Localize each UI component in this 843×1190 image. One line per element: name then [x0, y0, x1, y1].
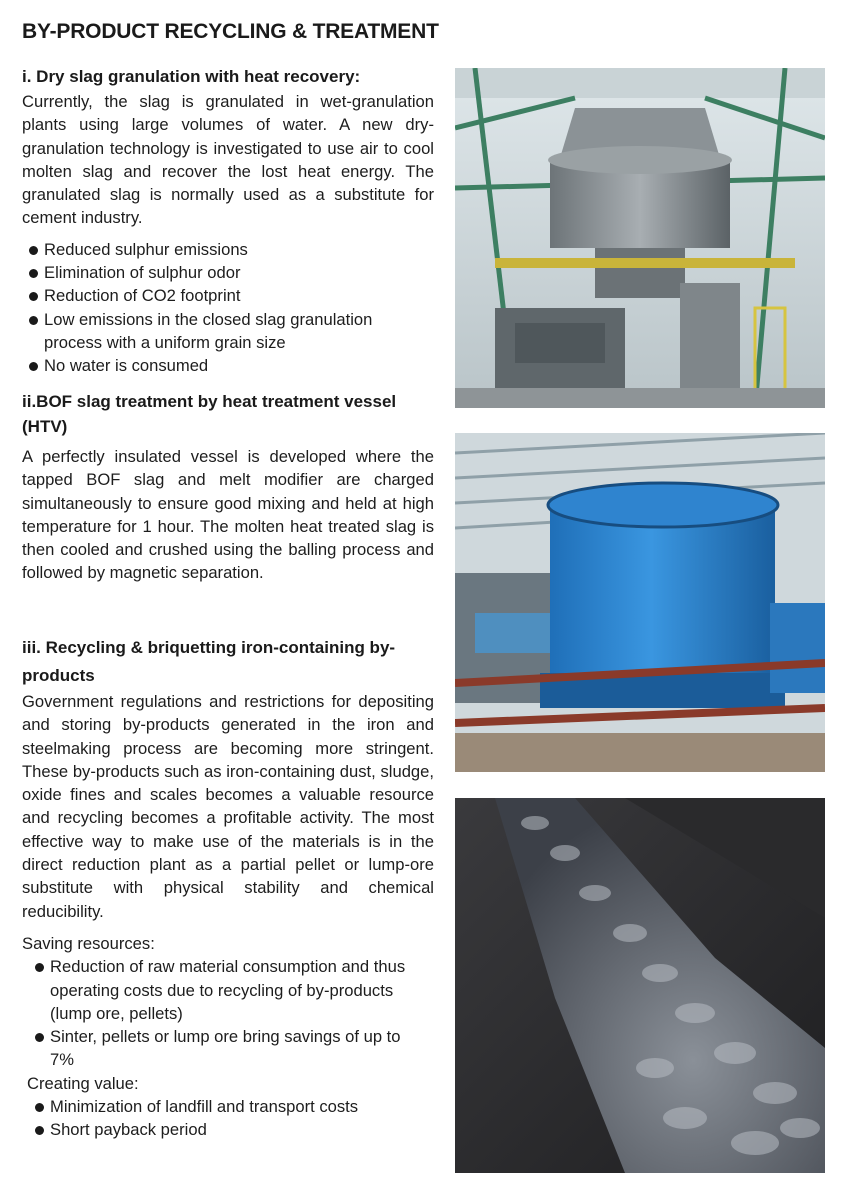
section-bof-slag-treatment — [22, 389, 434, 585]
section-body: A perfectly insulated vessel is developed where the tapped BOF slag and melt modifier are charged simultaneously to ensure good mixing and held at high temperature for 1 hour. The molten heat treated slag is then cooled and crushed using the balling process and followed by magnetic separation. — [22, 447, 434, 583]
briquettes-conveyor-photo — [455, 798, 825, 1173]
list-item: Short payback period — [28, 1118, 434, 1141]
section-body: Currently, the slag is granulated in wet-granulation plants using large volumes of water. A new dry-granulation technology is investigated to use air to cool molten slag and recover the lost heat energy. The granulated slag is normally used as a substitute for cement industry. — [22, 92, 434, 228]
benefit-list — [22, 238, 434, 378]
list-item: Reduction of raw material consumption and thus operating costs due to recycling of by-products (lump ore, pellets) — [28, 955, 408, 1025]
saving-resources-label: Saving resources: — [22, 933, 155, 953]
section-body: Government regulations and restrictions for depositing and storing by-products generated in the iron and steelmaking process are becoming more stringent. These by-products such as iron-containing dust, sludge, oxide fines and scales becomes a valuable resource and recycling becomes a profitable activity. The most effective way to make use of the materials is in the direct reduction plant as a partial pellet or lump-ore substitute with physical stability and chemical reducibility. — [22, 692, 434, 921]
creating-value-label: Creating value: — [27, 1073, 139, 1093]
heat-treatment-vessel-photo — [455, 433, 825, 772]
list-item: Low emissions in the closed slag granulation process with a uniform grain size — [22, 308, 434, 355]
saving-list — [28, 955, 408, 1071]
list-item: Reduction of CO2 footprint — [22, 284, 434, 307]
section-heading: i. Dry slag granulation with heat recovery: — [22, 67, 361, 86]
section-heading: ii.BOF slag treatment by heat treatment vessel (HTV) — [22, 392, 397, 436]
section-dry-slag-granulation — [22, 64, 434, 378]
section-briquetting — [22, 634, 434, 1142]
list-item: Sinter, pellets or lump ore bring savings of up to 7% — [28, 1025, 408, 1072]
page-title: BY-PRODUCT RECYCLING & TREATMENT — [22, 20, 439, 43]
list-item: Reduced sulphur emissions — [22, 238, 434, 261]
value-list — [28, 1095, 434, 1142]
granulation-plant-photo — [455, 68, 825, 408]
list-item: No water is consumed — [22, 354, 434, 377]
list-item: Minimization of landfill and transport costs — [28, 1095, 434, 1118]
list-item: Elimination of sulphur odor — [22, 261, 434, 284]
section-heading: iii. Recycling & briquetting iron-containing by-products — [22, 638, 396, 685]
